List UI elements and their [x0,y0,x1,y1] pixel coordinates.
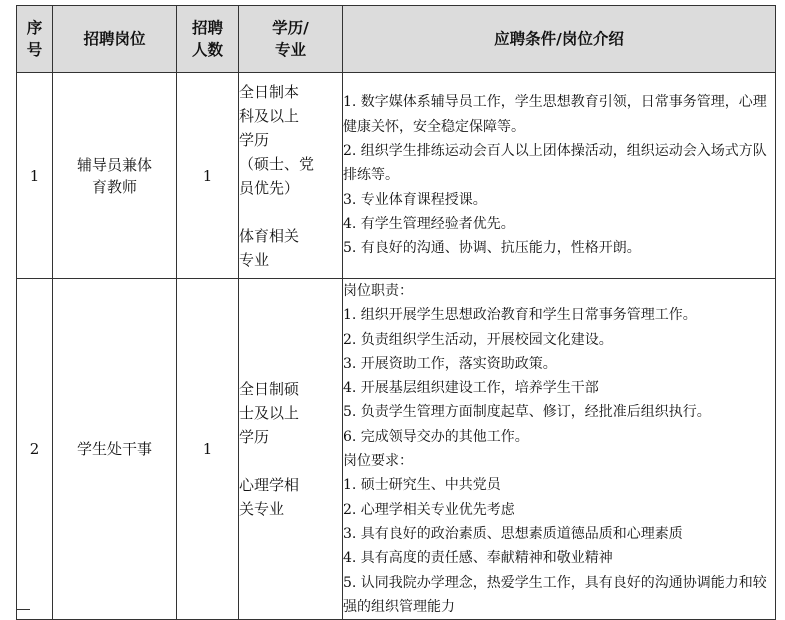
table-edge-stub [16,609,30,610]
desc-line: 3. 具有良好的政治素质、思想素质道德品质和心理素质 [343,525,683,542]
desc-line: 4. 具有高度的责任感、奉献精神和敬业精神 [343,550,613,567]
desc-line: 5. 认同我院办学理念，热爱学生工作，具有良好的沟通协调能力和较强的组织管理能力 [343,574,767,615]
desc-line: 岗位要求： [343,453,413,470]
desc-line: 1. 硕士研究生、中共党员 [343,477,501,494]
row-education: 全日制硕 士及以上 学历 心理学相 关专业 [239,279,343,620]
desc-line: 3. 专业体育课程授课。 [343,191,487,208]
desc-line: 3. 开展资助工作，落实资助政策。 [343,355,557,372]
row-count: 1 [177,73,239,279]
desc-line: 2. 组织学生排练运动会百人以上团体操活动，组织运动会入场式方队排练等。 [343,143,767,184]
desc-line: 6. 完成领导交办的其他工作。 [343,428,529,445]
header-seq: 序 号 [17,6,53,73]
desc-line: 2. 负责组织学生活动，开展校园文化建设。 [343,331,613,348]
desc-line: 1. 组织开展学生思想政治教育和学生日常事务管理工作。 [343,307,697,324]
desc-line: 1. 数字媒体系辅导员工作，学生思想教育引领，日常事务管理，心理健康关怀，安全稳定保障等。 [343,94,767,135]
header-count: 招聘 人数 [177,6,239,73]
desc-line: 岗位职责： [343,283,413,299]
table-row [17,279,776,620]
row-seq: 1 [17,73,53,279]
row-description [343,279,776,620]
desc-line: 5. 负责学生管理方面制度起草、修订，经批准后组织执行。 [343,404,711,421]
desc-line: 2. 心理学相关专业优先考虑 [343,501,515,518]
desc-line: 4. 开展基层组织建设工作，培养学生干部 [343,380,599,397]
recruitment-table [16,5,776,620]
row-position: 学生处干事 [53,279,177,620]
desc-line: 4. 有学生管理经验者优先。 [343,215,515,232]
desc-line: 5. 有良好的沟通、协调、抗压能力，性格开朗。 [343,240,641,257]
header-education: 学历/ 专业 [239,6,343,73]
header-row [17,6,776,73]
row-position: 辅导员兼体 育教师 [53,73,177,279]
header-position: 招聘岗位 [53,6,177,73]
header-description: 应聘条件/岗位介绍 [343,6,776,73]
row-seq: 2 [17,279,53,620]
table-row [17,73,776,279]
row-description [343,73,776,279]
row-count: 1 [177,279,239,620]
row-education: 全日制本 科及以上 学历 （硕士、党 员优先） 体育相关 专业 [239,73,343,279]
